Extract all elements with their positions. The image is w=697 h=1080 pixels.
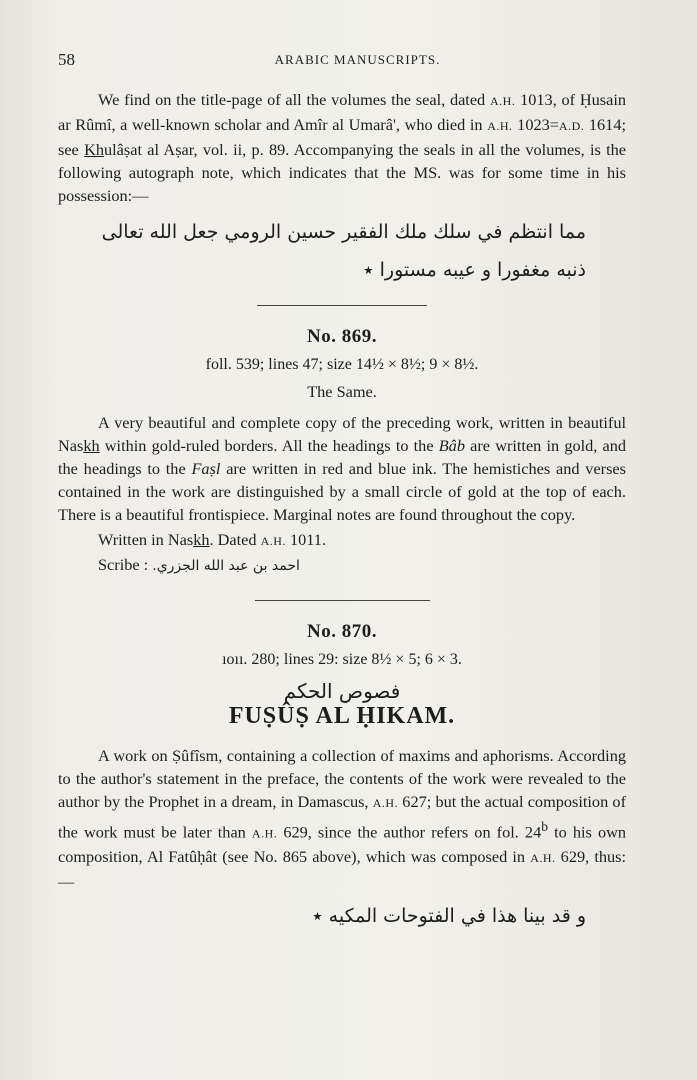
running-title: ARABIC MANUSCRIPTS.	[274, 52, 441, 67]
page-header	[58, 50, 657, 72]
section-divider	[255, 600, 430, 601]
arabic-note-line-1: مما انتظم في سلك ملك الفقير حسين الرومي جعل الله تعالى	[101, 221, 586, 243]
entry-869-written: Written in Naskh. Dated A.H. 1011.	[98, 530, 327, 549]
entry-870-number: No. 870.	[307, 621, 377, 642]
entry-870-arabic-quote: و قد بينا هذا في الفتوحات المكيه ٭	[312, 905, 586, 928]
entry-870-description: A work on Ṣûfîsm, containing a collection of maxims and aphorisms. According to the author's statement in the preface, the contents of the work were revealed to the author by the Prophet in a dream, in Damascus, A.H. 627; but the actual composition of the work must be later than A.H. 629, since the author refers on fol. 24$^b$ to his own composition, Al Fatûḥât (see No. 865 above), which was composed in A.H. 629, thus:—	[58, 746, 627, 892]
entry-869-number: No. 869.	[307, 326, 377, 347]
arabic-note-line-2: ذنبه مغفورا و عيبه مستورا ٭	[363, 259, 586, 281]
entry-869-description: A very beautiful and complete copy of the preceding work, written in beautiful Naskh within gold-ruled borders. All the headings to the Bâb are written in gold, and the headings to the Faṣl are written in red and blue ink. The hemistiches and verses contained in the work are distinguished by a small circle of gold at the top of each. There is a beautiful frontispiece. Marginal notes are found throughout the copy.	[58, 413, 627, 524]
scribe-label: Scribe :	[98, 555, 149, 574]
scribe-arabic-name: احمد بن عبد الله الجزري.	[152, 558, 300, 574]
entry-869-title: The Same.	[307, 382, 377, 401]
entry-869-scribe	[58, 553, 626, 578]
entry-870-collation: ıoıı. 280; lines 29: size 8½ × 5; 6 × 3.	[222, 651, 462, 668]
entry-869-collation: foll. 539; lines 47; size 14½ × 8½; 9 × 8½.	[205, 356, 479, 373]
section-divider	[257, 305, 427, 306]
intro-paragraph: We find on the title-page of all the volumes the seal, dated A.H. 1013, of Ḥusain ar Rûmî, a well-known scholar and Amîr al Umarâ', who died in A.H. 1023=A.D. 1614; see Khulâṣat al Aṣar, vol. ii, p. 89. Accompanying the seals in all the volumes, is the following autograph note, which indicates that the MS. was for some time in his possession:—	[58, 90, 627, 205]
entry-870-english-title: FUṢÛṢ AL ḤIKAM.	[228, 703, 456, 729]
entry-870-arabic-title: فصوص الحكم	[283, 679, 401, 703]
page-body	[58, 88, 626, 935]
page-number: 58	[58, 50, 75, 69]
